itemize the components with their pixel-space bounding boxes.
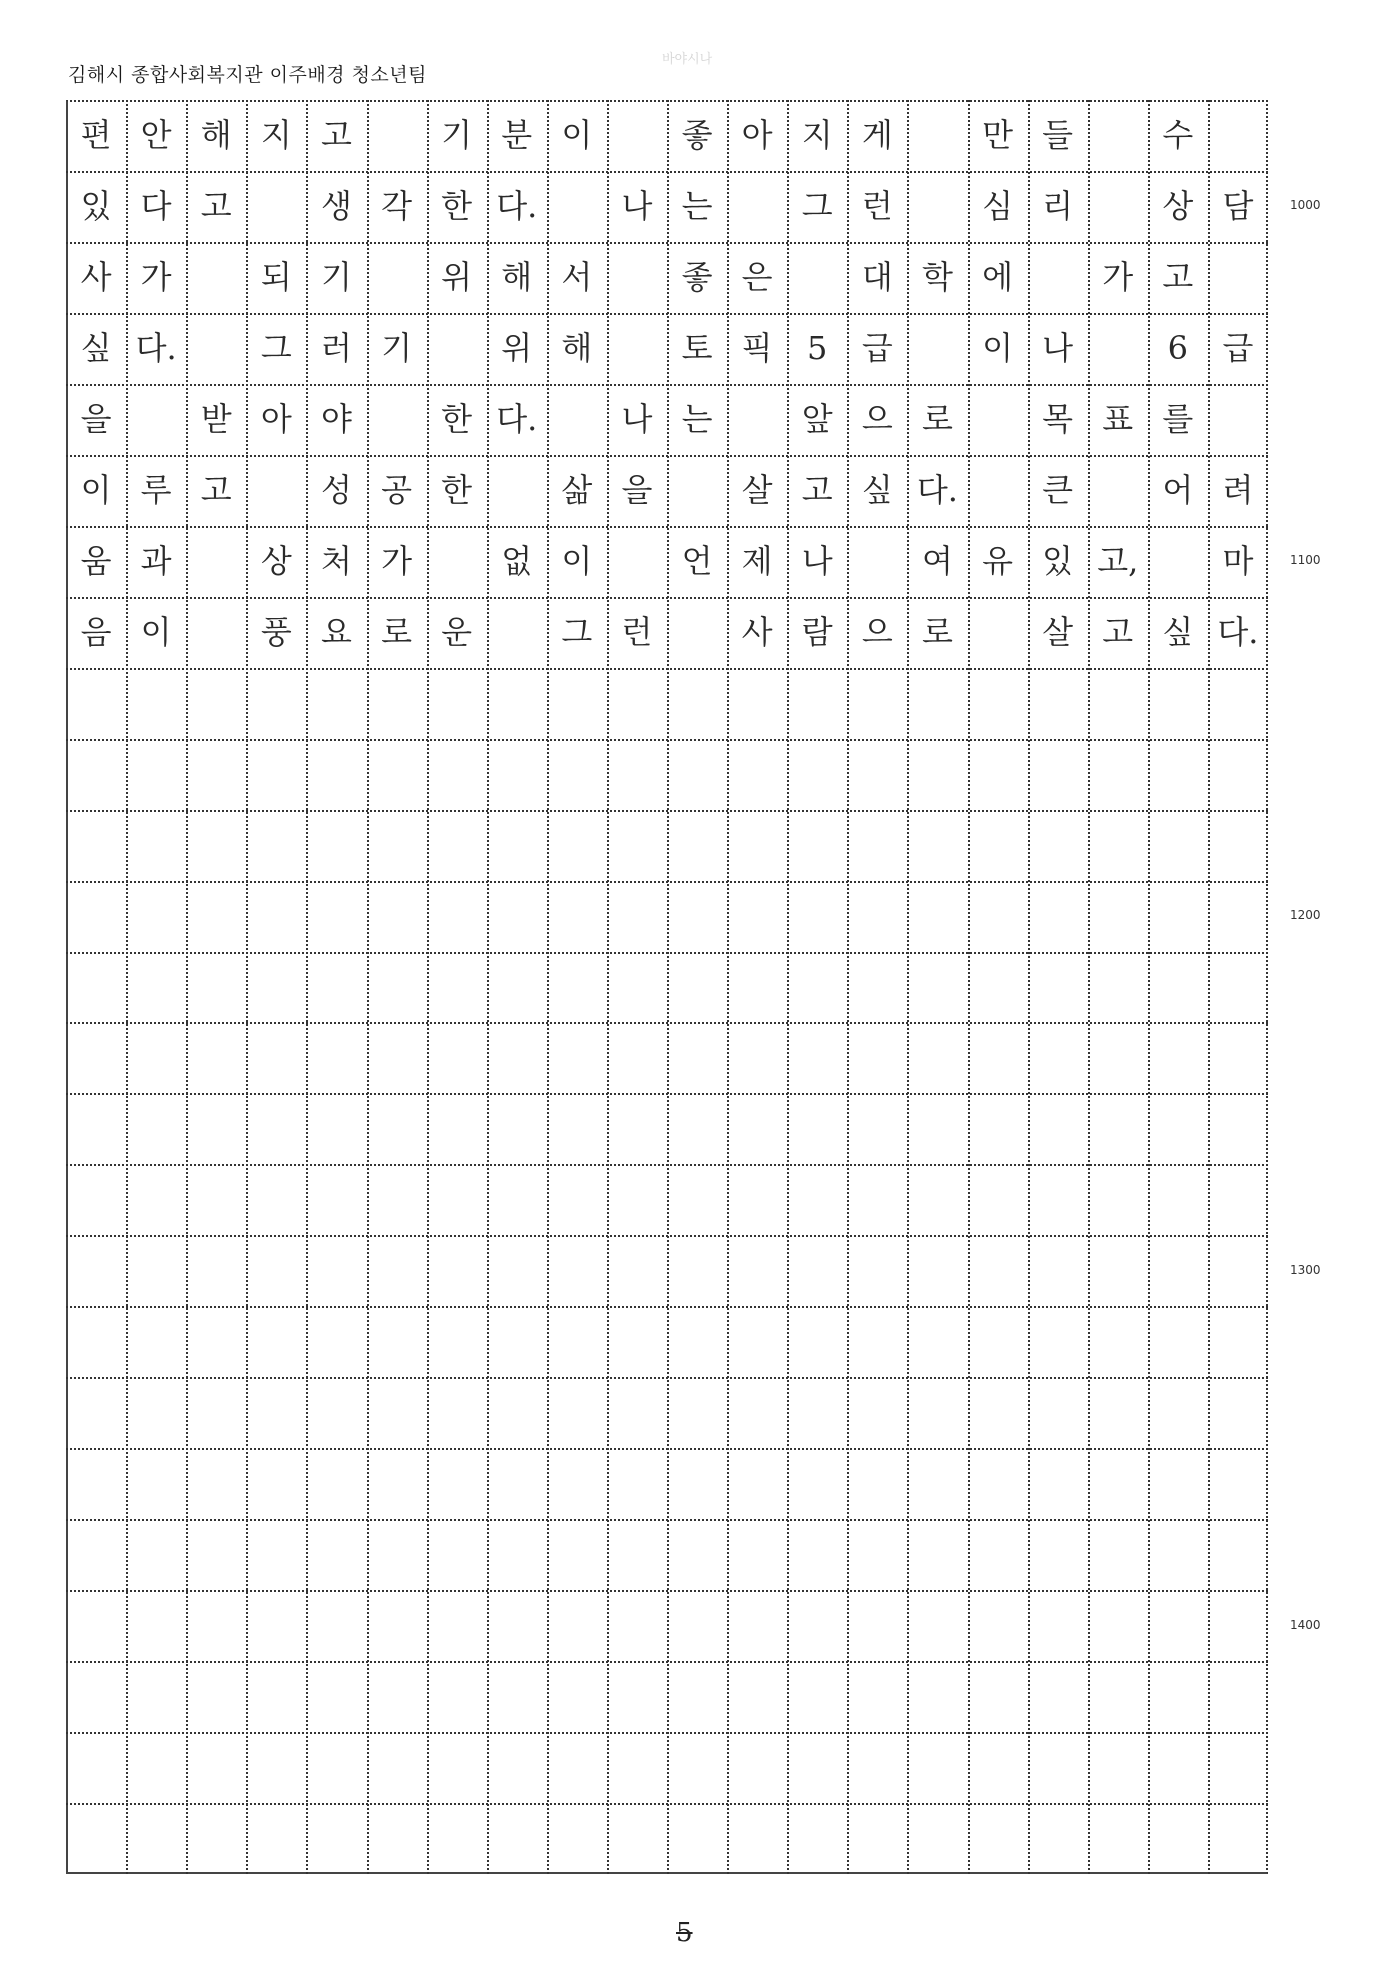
grid-character: 지 xyxy=(260,116,292,154)
grid-character: 가 xyxy=(140,257,172,296)
grid-character: 생 xyxy=(320,186,352,225)
grid-character: 성 xyxy=(320,470,352,509)
grid-character: 다. xyxy=(135,328,177,367)
grid-character: 수 xyxy=(1162,116,1194,154)
grid-character: 이 xyxy=(561,541,593,580)
grid-character: 그 xyxy=(260,328,292,367)
grid-character: 기 xyxy=(381,328,412,367)
grid-character: 좋 xyxy=(681,116,713,154)
grid-character: 이 xyxy=(982,328,1013,367)
grid-character: 해 xyxy=(200,116,232,154)
grid-character: 으 xyxy=(861,399,893,438)
grid-character: 기 xyxy=(441,116,473,154)
grid-character: 여 xyxy=(921,541,953,580)
grid-character: 싶 xyxy=(80,328,112,367)
grid-character: 편 xyxy=(80,116,112,154)
grid-character: 그 xyxy=(801,186,833,225)
grid-character: 나 xyxy=(621,186,653,225)
grid-character: 사 xyxy=(741,612,773,651)
grid-character: 다. xyxy=(916,470,958,509)
grid-character: 과 xyxy=(140,541,172,580)
grid-character: 있 xyxy=(1042,541,1074,580)
grid-character: 풍 xyxy=(260,612,292,651)
line-marker: 1300 xyxy=(1290,1262,1321,1277)
grid-character: 위 xyxy=(441,257,473,296)
grid-character: 이 xyxy=(140,612,172,651)
grid-character: 을 xyxy=(80,399,112,438)
grid-column-line xyxy=(1088,100,1090,1874)
grid-character: 받 xyxy=(200,399,232,438)
grid-character: 음 xyxy=(80,612,112,651)
grid-character: 좋 xyxy=(681,257,713,296)
grid-character: 람 xyxy=(801,612,833,651)
grid-character: 다. xyxy=(496,399,538,438)
grid-character: 급 xyxy=(861,328,893,367)
grid-character: 지 xyxy=(801,116,833,154)
grid-character: 나 xyxy=(801,541,833,580)
grid-character: 해 xyxy=(561,328,593,367)
grid-character: 어 xyxy=(1162,470,1194,509)
grid-character: 고 xyxy=(200,186,232,225)
grid-character: 게 xyxy=(861,116,893,154)
grid-character: 상 xyxy=(260,541,292,580)
grid-character: 가 xyxy=(381,541,412,580)
grid-character: 표 xyxy=(1102,399,1134,438)
grid-character: 급 xyxy=(1222,328,1254,367)
grid-character: 살 xyxy=(1042,612,1074,651)
grid-character: 사 xyxy=(80,257,112,296)
grid-character: 그 xyxy=(561,612,593,651)
grid-character: 마 xyxy=(1222,541,1254,580)
grid-character: 아 xyxy=(260,399,292,438)
grid-character: 야 xyxy=(320,399,352,438)
grid-character: 6 xyxy=(1167,328,1189,367)
grid-column-line xyxy=(427,100,429,1874)
grid-character: 처 xyxy=(320,541,352,580)
grid-character: 로 xyxy=(921,612,953,651)
grid-character: 로 xyxy=(381,612,412,651)
grid-character: 운 xyxy=(441,612,473,651)
grid-character: 삶 xyxy=(561,470,593,509)
grid-character: 분 xyxy=(501,116,533,154)
grid-character: 공 xyxy=(381,470,412,509)
grid-character: 을 xyxy=(621,470,653,509)
grid-character: 심 xyxy=(982,186,1013,225)
grid-character: 아 xyxy=(741,116,773,154)
grid-character: 고 xyxy=(801,470,833,509)
grid-character: 이 xyxy=(80,470,112,509)
grid-character: 고 xyxy=(320,116,352,154)
grid-character: 고 xyxy=(1162,257,1194,296)
grid-character: 한 xyxy=(441,399,473,438)
grid-character: 유 xyxy=(982,541,1013,580)
grid-character: 려 xyxy=(1222,470,1254,509)
grid-character: 이 xyxy=(561,116,593,154)
grid-character: 로 xyxy=(921,399,953,438)
grid-character: 나 xyxy=(621,399,653,438)
grid-character: 한 xyxy=(441,186,473,225)
grid-character: 나 xyxy=(1042,328,1074,367)
grid-character: 토 xyxy=(681,328,713,367)
grid-character: 앞 xyxy=(801,399,833,438)
grid-character: 학 xyxy=(921,257,953,296)
faint-handwritten-note: 바야시나 xyxy=(662,52,713,67)
manuscript-grid xyxy=(66,100,1268,1874)
grid-character: 큰 xyxy=(1042,470,1074,509)
grid-character: 다 xyxy=(140,186,172,225)
grid-character: 되 xyxy=(260,257,292,296)
grid-character: 제 xyxy=(741,541,773,580)
grid-column-line xyxy=(607,100,609,1874)
grid-character: 언 xyxy=(681,541,713,580)
grid-column-line xyxy=(907,100,909,1874)
grid-character: 살 xyxy=(741,470,773,509)
grid-character: 서 xyxy=(561,257,593,296)
grid-character: 는 xyxy=(681,186,713,225)
grid-character: 만 xyxy=(982,116,1013,154)
grid-character: 싶 xyxy=(1162,612,1194,651)
grid-character: 를 xyxy=(1162,399,1194,438)
grid-character: 위 xyxy=(501,328,533,367)
grid-character: 다. xyxy=(1217,612,1259,651)
grid-character: 가 xyxy=(1102,257,1134,296)
grid-character: 5 xyxy=(807,328,828,367)
header-title: 김해시 종합사회복지관 이주배경 청소년팀 xyxy=(68,64,427,86)
line-marker: 1200 xyxy=(1290,908,1321,923)
line-marker: 1400 xyxy=(1290,1617,1321,1632)
grid-character: 런 xyxy=(861,186,893,225)
grid-character: 없 xyxy=(501,541,533,580)
grid-character: 고 xyxy=(1102,612,1134,651)
grid-character: 요 xyxy=(320,612,352,651)
grid-character: 리 xyxy=(1042,186,1074,225)
grid-character: 으 xyxy=(861,612,893,651)
grid-character: 목 xyxy=(1042,399,1074,438)
grid-character: 러 xyxy=(320,328,352,367)
grid-character: 안 xyxy=(140,116,172,154)
grid-character: 상 xyxy=(1162,186,1194,225)
grid-column-line xyxy=(186,100,188,1874)
grid-character: 대 xyxy=(861,257,893,296)
grid-character: 움 xyxy=(80,541,112,580)
grid-character: 고 xyxy=(200,470,232,509)
grid-character: 기 xyxy=(320,257,352,296)
grid-character: 싶 xyxy=(861,470,893,509)
grid-character: 런 xyxy=(621,612,653,651)
grid-character: 들 xyxy=(1042,116,1074,154)
grid-character: 에 xyxy=(982,257,1013,296)
grid-character: 은 xyxy=(741,257,773,296)
grid-character: 각 xyxy=(381,186,412,225)
grid-character: 는 xyxy=(681,399,713,438)
line-marker: 1000 xyxy=(1290,198,1321,213)
page-number: 5 xyxy=(676,1918,693,1948)
grid-character: 담 xyxy=(1222,186,1254,225)
grid-character: 다. xyxy=(496,186,538,225)
grid-character: 한 xyxy=(441,470,473,509)
grid-character: 픽 xyxy=(741,328,773,367)
grid-character: 루 xyxy=(140,470,172,509)
line-marker: 1100 xyxy=(1290,553,1321,568)
grid-character: 고, xyxy=(1097,541,1139,580)
grid-character: 해 xyxy=(501,257,533,296)
grid-character: 있 xyxy=(80,186,112,225)
